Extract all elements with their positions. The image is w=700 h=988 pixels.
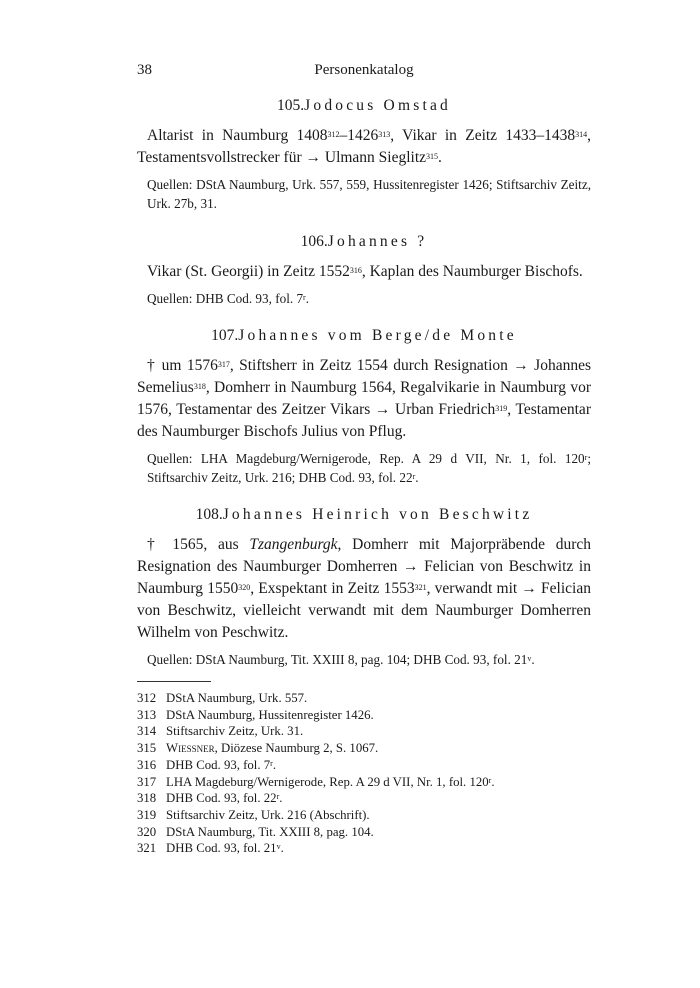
footnote — [137, 807, 591, 824]
footnote — [137, 774, 591, 791]
entry-body: Vikar (St. Georgii) in Zeitz 1552$^{316}$, Kaplan des Naumburger Bischofs. — [147, 263, 583, 280]
footnotes — [137, 690, 591, 857]
footnote-text: DHB Cod. 93, fol. 7$^r$. — [166, 757, 277, 772]
footnote-number: 317 — [137, 774, 157, 789]
entry-108 — [137, 506, 591, 669]
footnote-text: Stiftsarchiv Zeitz, Urk. 216 (Abschrift). — [166, 807, 370, 822]
footnote — [137, 723, 591, 740]
entry-name: Johannes ? — [327, 233, 428, 250]
footnote — [137, 740, 591, 757]
entry-sources: Quellen: LHA Magdeburg/Wernigerode, Rep. A 29 d VII, Nr. 1, fol. 120$^r$; Stiftsarchiv Zeitz, Urk. 216; DHB Cod. 93, fol. 22$^r$. — [147, 451, 591, 485]
footnote-text: DStA Naumburg, Hussitenregister 1426. — [166, 707, 374, 722]
entry-number: 105. — [277, 97, 305, 114]
entry-body: † 1565, aus Tzangenburgk, Domherr mit Majorpräbende durch Resignation des Naumburger Domherren → Felician von Beschwitz in Naumburg 1550$^{320}$, Exspektant in Zeitz 1553$^{321}$, verwandt mit → Felician von Beschwitz, vielleicht verwandt mit dem Naumburger Domherren Wilhelm von Peschwitz. — [137, 536, 591, 641]
entry-name: Jodocus Omstad — [304, 97, 451, 114]
entry-heading — [137, 233, 591, 251]
entry-heading — [137, 327, 591, 345]
footnote-text: Stiftsarchiv Zeitz, Urk. 31. — [166, 724, 304, 739]
entry-heading — [137, 97, 591, 115]
footnote — [137, 707, 591, 724]
entry-name: Johannes Heinrich von Beschwitz — [222, 506, 533, 523]
footnote-number: 316 — [137, 757, 157, 772]
entry-sources: Quellen: DStA Naumburg, Urk. 557, 559, Hussitenregister 1426; Stiftsarchiv Zeitz, Urk. 27b, 31. — [147, 177, 591, 211]
entry-name: Johannes vom Berge/de Monte — [238, 327, 517, 344]
entry-105 — [137, 97, 591, 213]
entry-107 — [137, 327, 591, 487]
footnote-number: 313 — [137, 707, 157, 722]
footnote-text: LHA Magdeburg/Wernigerode, Rep. A 29 d VII, Nr. 1, fol. 120$^r$. — [166, 774, 495, 789]
footnote-text: DHB Cod. 93, fol. 22$^r$. — [166, 791, 283, 806]
footnote-text: Wiessner, Diözese Naumburg 2, S. 1067. — [166, 741, 379, 756]
footnote-number: 314 — [137, 724, 157, 739]
entry-body: Altarist in Naumburg 1408$^{312}$–1426$^{313}$, Vikar in Zeitz 1433–1438$^{314}$, Testamentsvollstrecker für → Ulmann Sieglitz$^{315}$. — [137, 127, 592, 166]
footnote-text: DHB Cod. 93, fol. 21$^v$. — [166, 841, 284, 856]
footnote-text: DStA Naumburg, Tit. XXIII 8, pag. 104. — [166, 824, 374, 839]
entry-number: 106. — [300, 233, 328, 250]
footnote-number: 312 — [137, 691, 157, 705]
footnote — [137, 824, 591, 841]
footnote — [137, 757, 591, 774]
page-number: 38 — [137, 62, 152, 78]
footnote-number: 318 — [137, 791, 157, 806]
entry-number: 108. — [195, 506, 223, 523]
footnote-rule — [137, 681, 211, 682]
entry-body: † um 1576$^{317}$, Stiftsherr in Zeitz 1554 durch Resignation → Johannes Semelius$^{318}$, Domherr in Naumburg 1564, Regalvikarie in Naumburg vor 1576, Testamentar des Zeitzer Vikars → Urban Friedrich$^{319}$, Testamentar des Naumburger Bischofs Julius von Pflug. — [137, 357, 591, 440]
footnote-number: 319 — [137, 807, 157, 822]
footnote — [137, 840, 591, 857]
entry-number: 107. — [211, 327, 239, 344]
entry-heading — [137, 506, 591, 524]
entry-106 — [137, 233, 591, 308]
footnote-number: 315 — [137, 741, 157, 756]
footnote-text: DStA Naumburg, Urk. 557. — [166, 691, 308, 705]
entry-sources: Quellen: DStA Naumburg, Tit. XXIII 8, pag. 104; DHB Cod. 93, fol. 21$^v$. — [147, 652, 535, 667]
footnote-number: 320 — [137, 824, 157, 839]
footnote — [137, 790, 591, 807]
footnote — [137, 690, 591, 707]
running-title: Personenkatalog — [314, 62, 414, 78]
entry-sources: Quellen: DHB Cod. 93, fol. 7$^r$. — [147, 291, 310, 306]
footnote-number: 321 — [137, 841, 157, 856]
